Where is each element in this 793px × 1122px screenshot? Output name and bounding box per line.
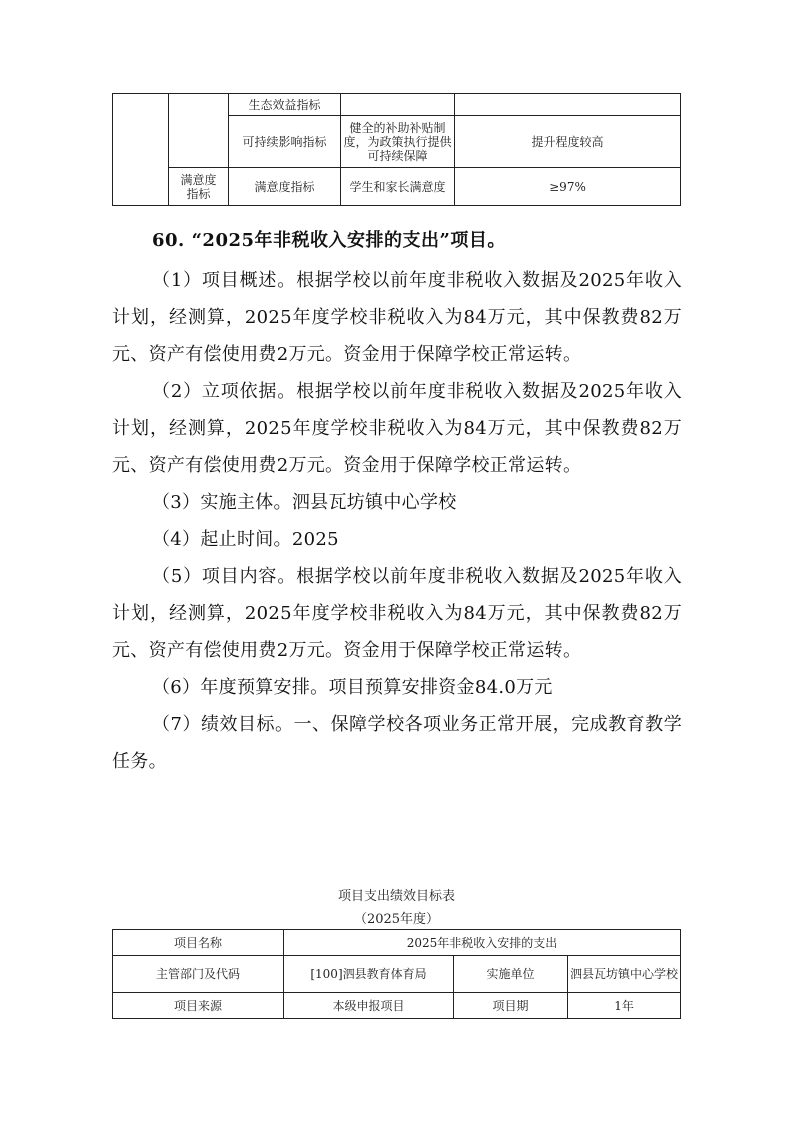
- project-name-value: 2025年非税收入安排的支出: [284, 930, 681, 956]
- unit-value: 泗县瓦坊镇中心学校: [568, 956, 681, 993]
- period-label: 项目期: [454, 993, 568, 1019]
- section-heading: 60. “2025年非税收入安排的支出”项目。: [152, 230, 506, 251]
- project-performance-table: [112, 929, 681, 1019]
- second-level-indicator-cell: [169, 94, 229, 168]
- paragraph-basis: （2）立项依据。根据学校以前年度非税收入数据及2025年收入计划，经测算，2025年度学校非税收入为84万元，其中保教费82万元、资产有偿使用费2万元。资金用于保障学校正常运转。: [112, 381, 682, 476]
- dept-value: [100]泗县教育体育局: [284, 956, 454, 993]
- paragraph-budget: （6）年度预算安排。项目预算安排资金84.0万元: [152, 677, 553, 698]
- paragraph-period: （4）起止时间。2025: [152, 529, 339, 550]
- project-name-label: 项目名称: [113, 930, 284, 956]
- period-value: 1年: [568, 993, 681, 1019]
- indicator-content-cell: 健全的补助补贴制度，为政策执行提供可持续保障: [341, 116, 455, 168]
- paragraph-content: （5）项目内容。根据学校以前年度非税收入数据及2025年收入计划，经测算，2025年度学校非税收入为84万元，其中保教费82万元、资产有偿使用费2万元。资金用于保障学校正常运转。: [112, 566, 682, 661]
- indicator-name-cell: 可持续影响指标: [229, 116, 341, 168]
- source-value: 本级申报项目: [284, 993, 454, 1019]
- paragraph-goal: （7）绩效目标。一、保障学校各项业务正常开展，完成教育教学任务。: [112, 714, 682, 772]
- indicator-content-cell: 学生和家长满意度: [341, 168, 455, 206]
- paragraph-implementer: （3）实施主体。泗县瓦坊镇中心学校: [152, 492, 457, 513]
- table-title: 项目支出绩效目标表: [337, 889, 455, 904]
- satisfaction-category-cell: 满意度指标: [169, 168, 229, 206]
- indicator-value-cell: ≥97%: [455, 168, 681, 206]
- body-text: [112, 262, 682, 780]
- table-subtitle: （2025年度）: [353, 912, 440, 927]
- first-level-indicator-cell: [113, 94, 169, 206]
- paragraph-overview: （1）项目概述。根据学校以前年度非税收入数据及2025年收入计划，经测算，2025年度学校非税收入为84万元，其中保教费82万元、资产有偿使用费2万元。资金用于保障学校正常运转。: [112, 270, 682, 365]
- performance-indicator-table-continued: [112, 93, 681, 206]
- indicator-value-cell: 提升程度较高: [455, 116, 681, 168]
- indicator-name-cell: 满意度指标: [229, 168, 341, 206]
- indicator-name-cell: 生态效益指标: [229, 94, 341, 116]
- indicator-value-cell: [455, 94, 681, 116]
- source-label: 项目来源: [113, 993, 284, 1019]
- unit-label: 实施单位: [454, 956, 568, 993]
- indicator-content-cell: [341, 94, 455, 116]
- dept-label: 主管部门及代码: [113, 956, 284, 993]
